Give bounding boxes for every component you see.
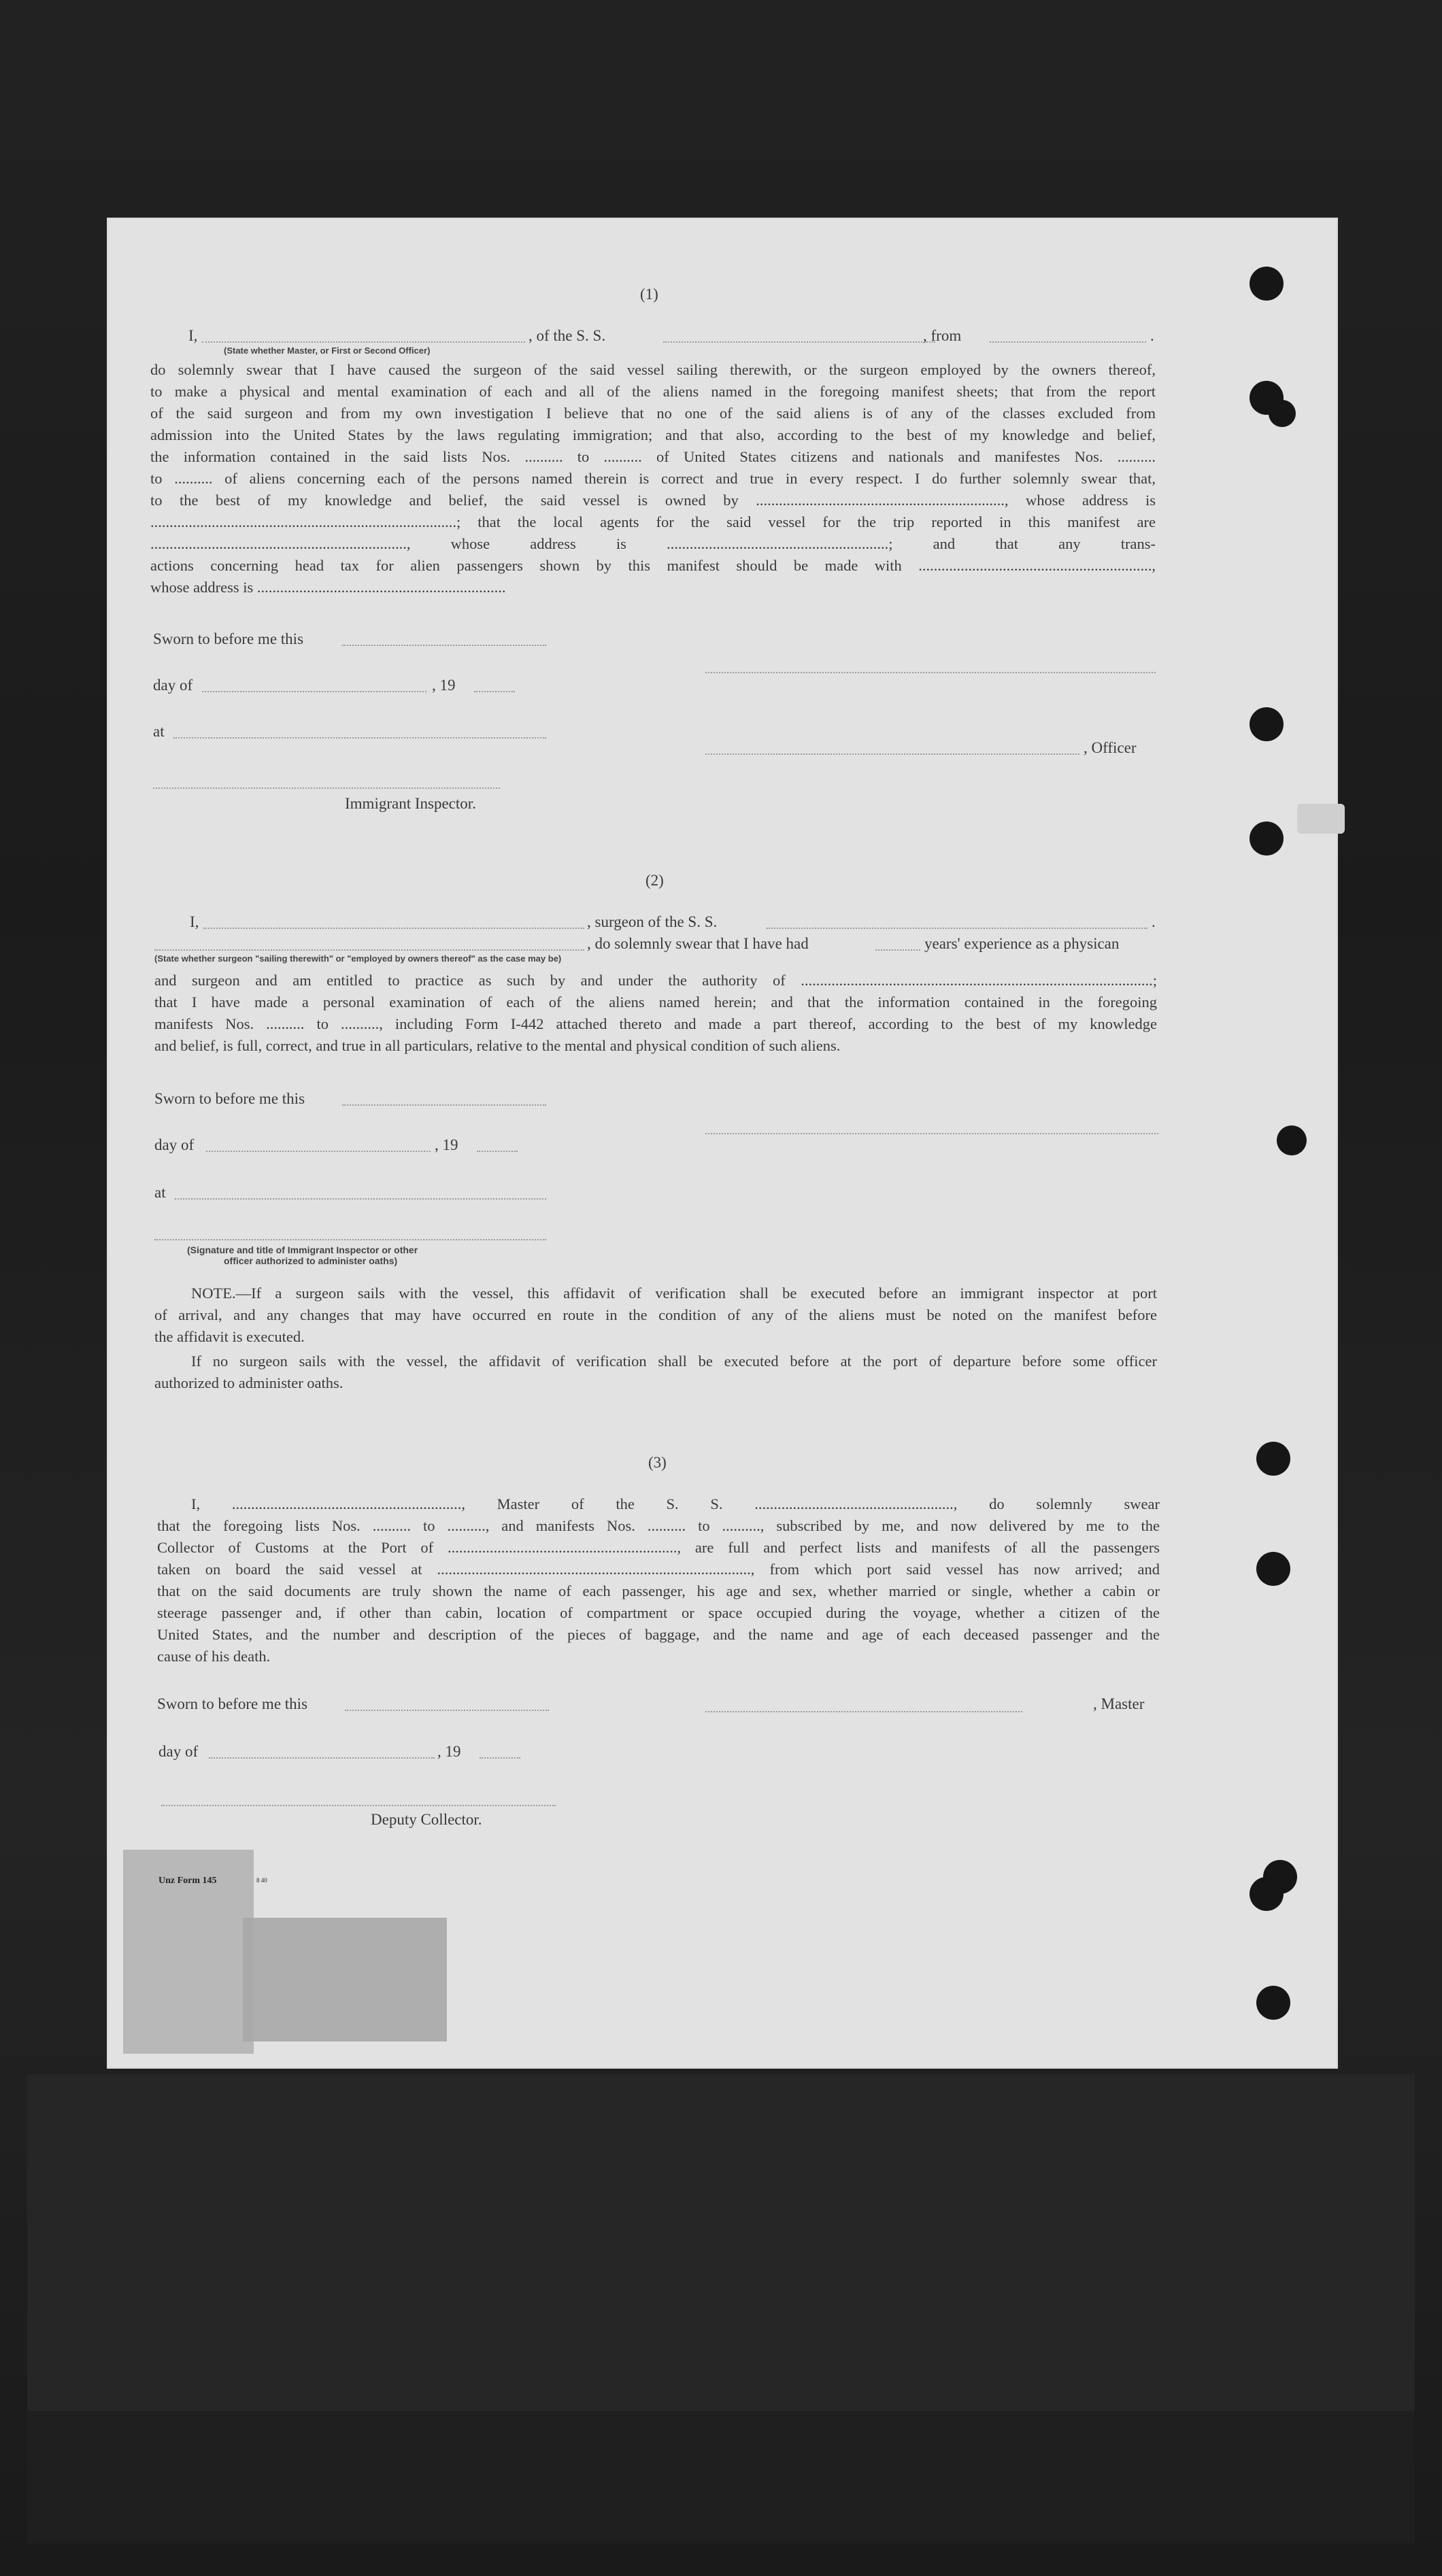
- sworn-date-field[interactable]: [345, 1710, 549, 1711]
- deputy-collector-title: Deputy Collector.: [371, 1811, 482, 1828]
- from-label: , from: [923, 327, 962, 344]
- day-of-label: day of: [154, 1136, 195, 1153]
- section2-body: and surgeon and am entitled to practice as such by and under the authority of ............................................................................................; that I have made a personal examination of each of the aliens named herein; and that the information contained in the foregoing manifests Nos. .......... to .........., including Form I-442 attached thereto and made a part thereof, according to the best of my knowledge and belief, is full, correct, and true in all particulars, relative to the mental and physical condition of such aliens.: [154, 972, 1157, 1054]
- form-code: 8 40: [256, 1877, 267, 1884]
- day-of-label: day of: [158, 1743, 199, 1760]
- month-field[interactable]: [202, 691, 426, 692]
- at-label: at: [154, 1184, 166, 1201]
- section3-body: I, ............................................................, Master of the S. S. ...................................................., do solemnly swear that the foregoing lists Nos. .......... to .........., and manifests Nos. .......... to .........., subscribed by me, and now delivered by me to the Collector of Customs at the Port of ............................................................, are full and perfect lists and manifests of all the passengers taken on board the said vessel at .................................................................................., from which port said vessel has now arrived; and that on the said documents are truly shown the name of each passenger, his age and sex, whether married or single, whether a cabin or steerage passenger and, if other than cabin, location of compartment or space occupied during the voyage, whether a citizen of the United States, and the number and description of the pieces of baggage, and the name and age of each deceased passenger and the cause of his death.: [157, 1495, 1160, 1665]
- note-paragraph: NOTE.—If a surgeon sails with the vessel, this affidavit of verification shall be executed before an immigrant inspector at port of arrival, and any changes that may have occurred en route in the condition of any of the aliens must be noted on the manifest before the affidavit is executed.: [154, 1285, 1157, 1345]
- tape-residue: [243, 1918, 447, 2041]
- section-number: (3): [648, 1454, 667, 1471]
- vessel-label: , of the S. S.: [529, 327, 606, 344]
- swear-label: , do solemnly swear that I have had: [587, 935, 809, 952]
- sworn-date-field[interactable]: [342, 645, 546, 646]
- inspector-title: Immigrant Inspector.: [345, 795, 476, 812]
- sworn-label: Sworn to before me this: [157, 1695, 308, 1712]
- day-of-label: day of: [153, 677, 193, 694]
- surgeon-name-field[interactable]: [203, 928, 584, 929]
- officer-rank-note: (State whether Master, or First or Second Officer): [224, 345, 431, 356]
- departure-port-field[interactable]: [990, 341, 1146, 343]
- location-field[interactable]: [173, 737, 546, 739]
- punch-hole: [1250, 267, 1284, 301]
- scan-bottom-strip: [27, 2411, 1415, 2543]
- signature-note: (Signature and title of Immigrant Inspector or other: [187, 1244, 418, 1255]
- officer-label: , Officer: [1084, 739, 1137, 756]
- section-number: (2): [645, 872, 664, 889]
- year-field[interactable]: [477, 1151, 518, 1152]
- paper-clip: [1297, 804, 1345, 834]
- punch-hole: [1269, 400, 1296, 427]
- line-end: .: [1150, 327, 1154, 344]
- affiant-prefix: I,: [188, 327, 198, 344]
- surgeon-type-note: (State whether surgeon "sailing therewith" or "employed by owners thereof" as the case may be): [154, 953, 562, 964]
- punch-hole: [1250, 821, 1284, 855]
- manifest-affidavit-page: [107, 218, 1338, 2069]
- form-number: Unz Form 145: [158, 1876, 217, 1886]
- vessel-name-field[interactable]: [767, 928, 1147, 929]
- punch-hole: [1277, 1125, 1307, 1155]
- master-signature-line[interactable]: [705, 1711, 1022, 1712]
- surgeon-of-label: , surgeon of the S. S.: [587, 913, 718, 930]
- inspector-signature-line[interactable]: [153, 787, 500, 789]
- year-field[interactable]: [474, 691, 515, 692]
- administering-officer-line[interactable]: [154, 1239, 546, 1240]
- line-end: .: [1152, 913, 1156, 930]
- year-field[interactable]: [480, 1757, 520, 1759]
- surgeon-prefix: I,: [190, 913, 199, 930]
- month-field[interactable]: [206, 1151, 431, 1152]
- punch-hole: [1256, 1986, 1290, 2020]
- officer-line[interactable]: [705, 753, 1079, 755]
- note2-paragraph: If no surgeon sails with the vessel, the affidavit of verification shall be executed before at the port of departure before some officer authorized to administer oaths.: [154, 1353, 1157, 1391]
- vessel-name-field[interactable]: [663, 341, 935, 343]
- punch-hole: [1256, 1552, 1290, 1586]
- sworn-label: Sworn to before me this: [153, 630, 304, 647]
- punch-hole: [1250, 707, 1284, 741]
- years-field[interactable]: [875, 949, 920, 951]
- section-number: (1): [640, 286, 658, 303]
- deputy-signature-line[interactable]: [161, 1805, 556, 1806]
- year-label: , 19: [437, 1743, 461, 1760]
- years-label: years' experience as a physican: [924, 935, 1120, 952]
- month-field[interactable]: [209, 1757, 435, 1759]
- section1-body: do solemnly swear that I have caused the surgeon of the said vessel sailing therewith, or the surgeon employed by the owners thereof, to make a physical and mental examination of each and all of the aliens named in the foregoing manifest sheets; that from the report of the said surgeon and from my own investigation I believe that no one of the said aliens is of any of the classes excluded from admission into the United States by the laws regulating immigration; and that also, according to the best of my knowledge and belief, the information contained in the said lists Nos. .......... to .......... of United States citizens and nationals and manifestes Nos. .......... to .......... of aliens concerning each of the persons named therein is correct and true in every respect. I do further solemnly swear that, to the best of my knowledge and belief, the said vessel is owned by ................................................................., whose address is ................................................................................; that the local agents for the said vessel for the trip reported in this manifest are ..................................................................., whose address is ..........................................................; and that any trans- actions concerning head tax for alien passengers shown by this manifest should be made with ............................................................., whose address is .................................................................: [150, 361, 1156, 596]
- affiant-name-field[interactable]: [202, 341, 525, 343]
- at-label: at: [153, 723, 165, 740]
- year-label: , 19: [435, 1136, 458, 1153]
- master-label: , Master: [1093, 1695, 1145, 1712]
- sworn-date-field[interactable]: [342, 1104, 546, 1106]
- punch-hole: [1256, 1442, 1290, 1476]
- sworn-label: Sworn to before me this: [154, 1090, 305, 1107]
- location-field[interactable]: [175, 1198, 546, 1200]
- punch-hole: [1250, 1877, 1284, 1911]
- signature-note: officer authorized to administer oaths): [224, 1255, 398, 1266]
- year-label: , 19: [432, 677, 456, 694]
- officer-signature-line[interactable]: [705, 672, 1156, 673]
- surgeon-type-field[interactable]: [154, 949, 584, 951]
- surgeon-signature-line[interactable]: [705, 1133, 1158, 1134]
